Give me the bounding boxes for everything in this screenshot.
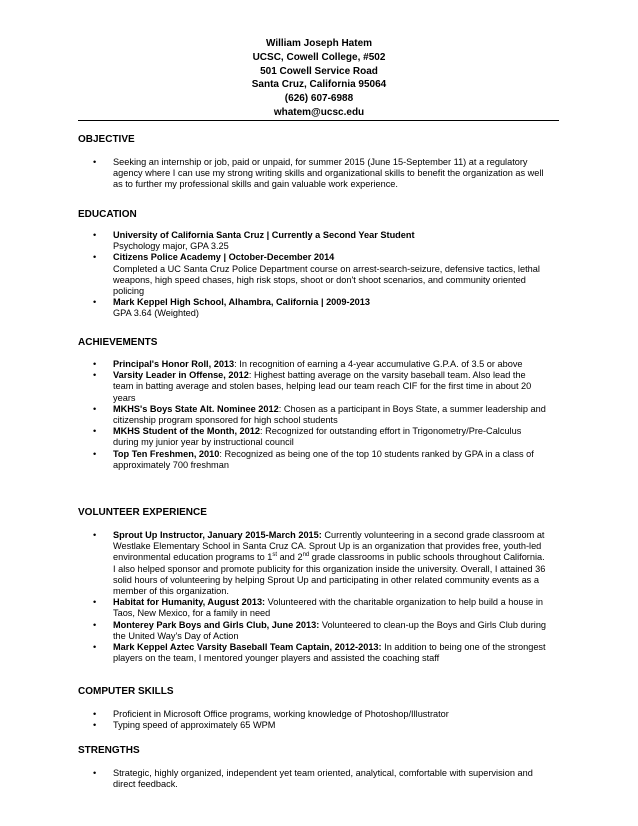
computer-skills-list [78, 709, 548, 731]
achievement-title: Top Ten Freshmen, 2010 [113, 448, 220, 459]
achievement-text: : Recognized as being one of the top 10 students ranked by GPA in a class of approximately 700 freshman [113, 448, 534, 470]
list-item [78, 449, 548, 471]
volunteer-text: grade classrooms in public schools throughout California. I also helped sponsor and promote publicity for this organization inside the university. Overall, I attained 36 solid hours of volunteering by helping Sprout Up and participating in other related community events as a member of this organization. [113, 552, 546, 597]
achievement-title: Principal's Honor Roll, 2013 [113, 359, 235, 369]
list-item [78, 297, 548, 319]
achievement-text: : Chosen as a participant in Boys State, a summer leadership and citizenship program sponsored for high school students [113, 403, 546, 426]
volunteer-heading: VOLUNTEER EXPERIENCE [78, 507, 207, 518]
achievement-text: : In recognition of earning a 4-year accumulative G.P.A. of 3.5 or above [234, 359, 523, 369]
volunteer-text: Volunteered to clean-up the Boys and Girls Club during the United Way's Day of Action [113, 619, 547, 641]
education-title: University of California Santa Cruz | Currently a Second Year Student [113, 230, 415, 240]
list-item [78, 359, 548, 370]
phone-number: (626) 607-6988 [284, 93, 354, 105]
header-divider [78, 120, 559, 121]
list-item [78, 620, 548, 642]
list-item [78, 597, 548, 619]
list-item [78, 370, 548, 404]
education-detail: Completed a UC Santa Cruz Police Department course on arrest-search-seizure, defensive tactics, lethal weapons, high speed chases, high risk stops, shoot or don't shoot scenarios, and community oriented policing [113, 263, 540, 297]
volunteer-text: Currently volunteering in a second grade classroom at Westlake Elementary School in Santa Cruz CA. Sprout Up is an organization that provides free, youth-led environmental education programs to 1 [113, 530, 545, 563]
strengths-list [78, 768, 548, 790]
volunteer-text: In addition to being one of the strongest players on the team, I mentored younger players and assisted the coaching staff [113, 642, 546, 664]
list-item [78, 642, 548, 664]
city-line: Santa Cruz, California 95064 [251, 79, 387, 91]
education-detail: GPA 3.64 (Weighted) [113, 308, 199, 319]
achievements-heading: ACHIEVEMENTS [78, 337, 158, 348]
objective-list [78, 157, 548, 191]
address-line-2: 501 Cowell Service Road [260, 65, 378, 77]
list-item [78, 426, 548, 448]
achievement-text: : Recognized for outstanding effort in Trigonometry/Pre-Calculus during my junior year by instructional council [113, 426, 522, 448]
applicant-name: William Joseph Hatem [265, 38, 373, 49]
education-heading: EDUCATION [78, 209, 137, 220]
volunteer-title: Habitat for Humanity, August 2013: [113, 597, 266, 608]
list-item [78, 530, 548, 597]
ordinal-suffix: nd [302, 552, 310, 559]
achievement-title: Varsity Leader in Offense, 2012 [113, 370, 249, 381]
volunteer-title: Sprout Up Instructor, January 2015-March 2015: [113, 530, 322, 540]
address-line-1: UCSC, Cowell College, #502 [252, 51, 386, 63]
education-title: Citizens Police Academy | October-December 2014 [113, 252, 335, 263]
volunteer-text: and 2 [277, 552, 303, 563]
list-item [78, 252, 548, 297]
list-item: • Seeking an internship or job, paid or unpaid, for summer 2015 (June 15-September 11) at a regulatory agency where I can use my strong writing skills and organizational skills to benefit the organization as well as to further my professional skills and gain valuable work experience. [78, 157, 548, 191]
achievement-title: MKHS Student of the Month, 2012 [113, 426, 260, 437]
volunteer-text: Volunteered with the charitable organization to help build a house in Taos, New Mexico, for a family in need [113, 597, 543, 619]
list-item: • Strategic, highly organized, independent yet team oriented, analytical, comfortable with supervision and direct feedback. [78, 768, 548, 790]
achievements-list [78, 359, 548, 471]
ordinal-suffix: st [272, 552, 278, 559]
achievement-title: MKHS's Boys State Alt. Nominee 2012 [113, 403, 279, 414]
achievement-text: : Highest batting average on the varsity baseball team. Also lead the team in batting average and stolen bases, helping lead our team reach CIF for the first time in about 20 years [113, 370, 532, 403]
contact-header [0, 37, 638, 120]
computer-skills-heading: COMPUTER SKILLS [78, 686, 174, 697]
education-detail: Psychology major, GPA 3.25 [113, 241, 229, 252]
list-item: • Proficient in Microsoft Office programs, working knowledge of Photoshop/Illustrator [78, 709, 548, 720]
objective-heading: OBJECTIVE [78, 134, 135, 145]
strengths-heading: STRENGTHS [78, 745, 140, 756]
list-item: • Typing speed of approximately 65 WPM [78, 720, 548, 731]
list-item [78, 230, 548, 252]
volunteer-list [78, 530, 548, 664]
volunteer-title: Mark Keppel Aztec Varsity Baseball Team Captain, 2012-2013: [113, 642, 382, 653]
volunteer-title: Monterey Park Boys and Girls Club, June 2013: [113, 619, 320, 630]
education-title: Mark Keppel High School, Alhambra, California | 2009-2013 [113, 297, 371, 308]
list-item [78, 404, 548, 426]
education-list [78, 230, 548, 320]
email-address: whatem@ucsc.edu [273, 106, 365, 118]
